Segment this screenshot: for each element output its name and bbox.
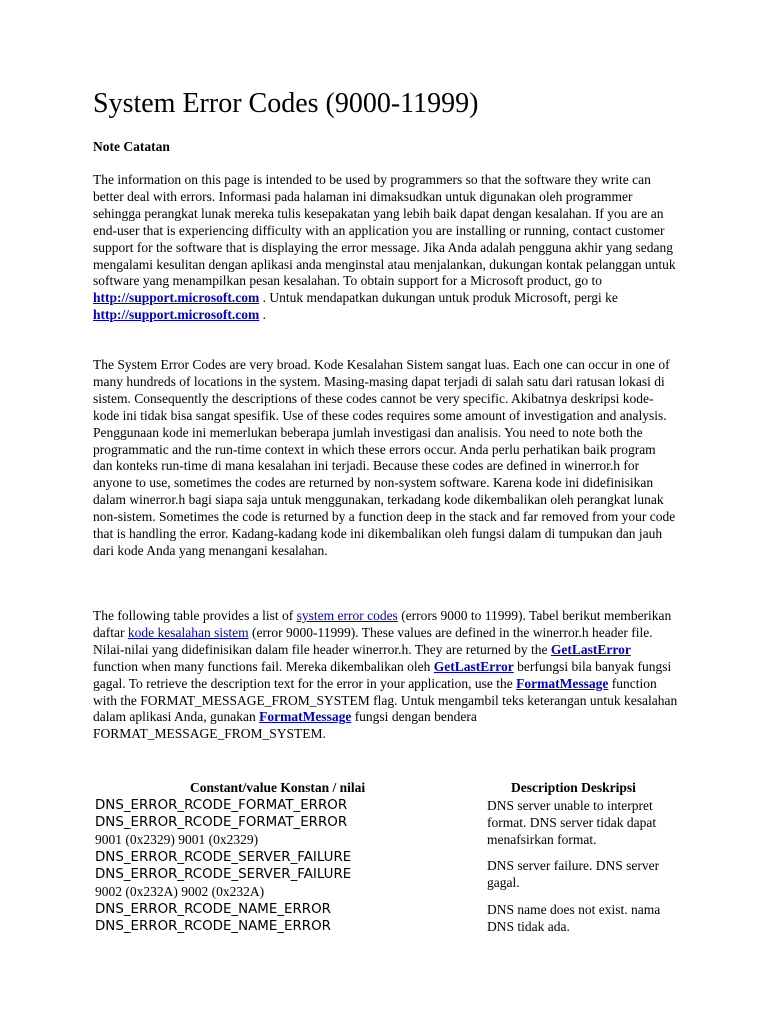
table-intro-text-3: (error 9000-11999). These values are defined in the winerror.h header file. Nilai-nilai yang didefinisikan dalam file header winerror.h. They are returned by the: [93, 624, 653, 657]
intro-text-3: .: [259, 307, 266, 323]
table-row-constant: [95, 849, 475, 900]
formatmessage-link-2[interactable]: FormatMessage: [259, 709, 352, 725]
table-intro-text-4: function when many functions fail. Mereka dikembalikan oleh: [93, 658, 434, 674]
table-intro-text-2: (errors 9000 to 11999). Tabel berikut memberikan daftar: [93, 608, 672, 640]
note-heading: Note Catatan: [93, 139, 170, 154]
table-row-description: DNS server failure. DNS server gagal.: [487, 858, 660, 890]
table-header-constant: Constant/value Konstan / nilai: [190, 780, 366, 795]
table-intro-text-1: The following table provides a list of: [93, 608, 297, 623]
constant-name: DNS_ERROR_RCODE_NAME_ERROR: [95, 902, 331, 917]
constant-name: DNS_ERROR_RCODE_SERVER_FAILURE: [95, 850, 352, 865]
table-intro-text-6: function with the FORMAT_MESSAGE_FROM_SYSTEM flag. Untuk mengambil teks keterangan untuk kesalahan dalam aplikasi Anda, gunakan: [93, 675, 678, 725]
table-row-constant: [95, 901, 475, 935]
table-row-description: DNS server unable to interpret format. DNS server tidak dapat menafsirkan format.: [487, 798, 657, 847]
table-intro-text-7: fungsi dengan bendera FORMAT_MESSAGE_FROM_SYSTEM.: [93, 709, 477, 742]
support-link-2[interactable]: http://support.microsoft.com: [93, 307, 260, 323]
intro-paragraph: [93, 172, 678, 324]
getlasterror-link-2[interactable]: GetLastError: [433, 658, 514, 674]
getlasterror-link-1[interactable]: GetLastError: [550, 641, 631, 657]
table-intro-text-5: berfungsi bila banyak fungsi gagal. To retrieve the description text for the error in your application, use the: [93, 658, 672, 691]
constant-value: 9001 (0x2329) 9001 (0x2329): [95, 832, 259, 847]
system-error-codes-link[interactable]: system error codes: [296, 608, 398, 623]
support-link-1[interactable]: http://support.microsoft.com: [93, 290, 260, 306]
kode-kesalahan-sistem-link[interactable]: kode kesalahan sistem: [127, 624, 249, 640]
scope-paragraph: The System Error Codes are very broad. Kode Kesalahan Sistem sangat luas. Each one can occur in one of many hundreds of locations in the system. Masing-masing dapat terjadi di salah satu dari ratusan lokasi di sistem. Consequently the descriptions of these codes cannot be very specific. Akibatnya deskripsi kode-kode ini tidak bisa sangat spesifik. Use of these codes requires some amount of investigation and analysis. Penggunaan kode ini memerlukan beberapa jumlah investigasi dan analisis. You need to note both the programmatic and the run-time context in which these errors occur. Anda perlu perhatikan baik program dan konteks run-time di mana kesalahan ini terjadi. Because these codes are defined in winerror.h for anyone to use, sometimes the codes are returned by non-system software. Karena kode ini didefinisikan dalam winerror.h bagi siapa saja untuk menggunakan, terkadang kode dikembalikan oleh perangkat lunak non-sistem. Sometimes the code is returned by a function deep in the stack and far removed from your code that is handling the error. Kadang-kadang kode ini dikembalikan oleh fungsi dalam di tumpukan dan jauh dari kode Anda yang menangani kesalahan.: [93, 357, 676, 558]
table-intro-paragraph: [93, 608, 678, 743]
intro-text-1: The information on this page is intended to be used by programmers so that the software they write can better deal with errors. Informasi pada halaman ini dimaksudkan untuk digunakan oleh programmer sehingga perangkat lunak mereka tulis kesepakatan yang lebih baik dapat dengan kesalahan. If you are an end-user that is experiencing difficulty with an application you are installing or running, contact customer support for the software that is displaying the error message. Jika Anda adalah pengguna akhir yang sedang mengalami kesulitan dengan aplikasi anda menginstal atau menjalankan, dukungan kontak pelanggan untuk software yang menampilkan pesan kesalahan. To obtain support for a Microsoft product, go to: [93, 172, 676, 289]
table-row-constant: [95, 797, 475, 848]
constant-name: DNS_ERROR_RCODE_NAME_ERROR: [95, 919, 331, 934]
constant-name: DNS_ERROR_RCODE_FORMAT_ERROR: [95, 815, 348, 830]
constant-name: DNS_ERROR_RCODE_SERVER_FAILURE: [95, 867, 352, 882]
intro-text-2: . Untuk mendapatkan dukungan untuk produk Microsoft, pergi ke: [259, 290, 618, 306]
constant-name: DNS_ERROR_RCODE_FORMAT_ERROR: [95, 798, 348, 813]
table-row-description: DNS name does not exist. nama DNS tidak ada.: [487, 902, 661, 934]
page-title: System Error Codes (9000-11999): [93, 88, 479, 119]
table-header-description: Description Deskripsi: [511, 780, 636, 795]
constant-value: 9002 (0x232A) 9002 (0x232A): [95, 884, 265, 899]
formatmessage-link-1[interactable]: FormatMessage: [516, 675, 609, 691]
